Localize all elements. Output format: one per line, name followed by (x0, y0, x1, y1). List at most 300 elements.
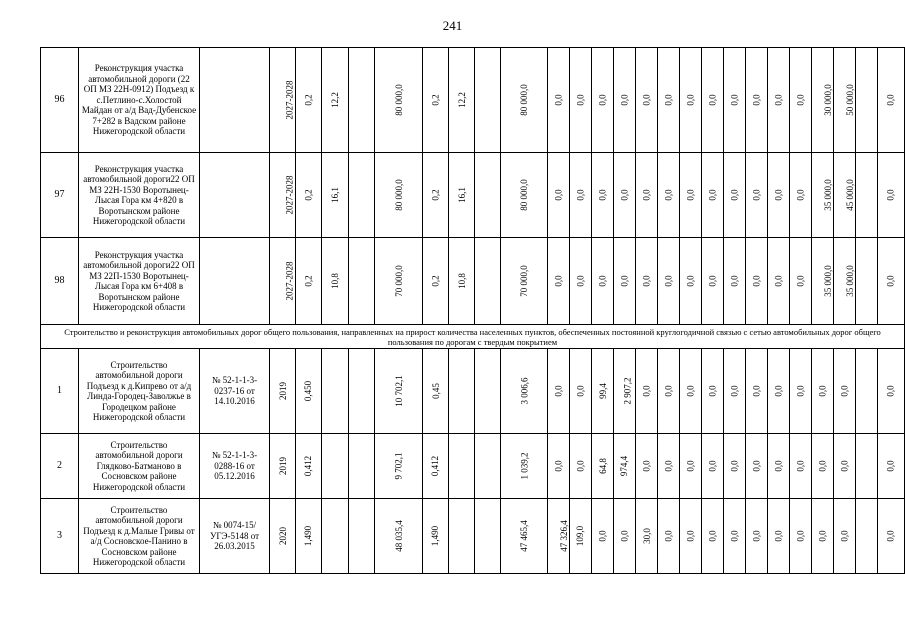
value-text: 0,0 (641, 275, 652, 287)
value-cell (349, 153, 375, 238)
value-cell (878, 434, 905, 499)
value-cell (702, 349, 724, 434)
value-text: 0,0 (685, 530, 696, 542)
table-row (41, 499, 905, 574)
value-text: 0,0 (729, 189, 740, 201)
value-cell (724, 349, 746, 434)
value-text: 0,0 (773, 385, 784, 397)
value-text: 0,0 (707, 189, 718, 201)
value-text: 0,0 (619, 94, 630, 106)
value-text: 0,0 (663, 189, 674, 201)
value-cell (614, 499, 636, 574)
value-text: 47 326,4 (558, 520, 569, 552)
value-cell (570, 499, 592, 574)
value-cell (592, 48, 614, 153)
value-cell (475, 434, 501, 499)
value-cell (746, 434, 768, 499)
value-cell (592, 153, 614, 238)
value-cell (614, 349, 636, 434)
value-text: 0,0 (773, 530, 784, 542)
value-text: 0,0 (729, 460, 740, 472)
value-cell (702, 153, 724, 238)
value-text: 35 000,0 (822, 179, 833, 211)
value-cell (768, 238, 790, 325)
value-cell (790, 48, 812, 153)
value-cell (548, 48, 570, 153)
value-text: 0,0 (663, 94, 674, 106)
value-cell (746, 499, 768, 574)
value-cell (296, 349, 322, 434)
value-text: 70 000,0 (519, 265, 529, 297)
value-cell (680, 238, 702, 325)
value-cell (270, 238, 296, 325)
value-text: 0,0 (707, 275, 718, 287)
value-text: 0,2 (430, 94, 441, 106)
value-cell (270, 434, 296, 499)
value-cell (878, 238, 905, 325)
value-cell (680, 499, 702, 574)
value-text: 47 465,4 (519, 520, 529, 552)
value-cell (702, 48, 724, 153)
value-text: 0,0 (795, 460, 806, 472)
value-cell (375, 48, 423, 153)
value-cell (834, 48, 856, 153)
value-text: 0,0 (729, 94, 740, 106)
value-cell (449, 238, 475, 325)
value-cell (296, 238, 322, 325)
value-cell (475, 48, 501, 153)
object-name: Реконструкция участка автомобильной дороги (22 ОП МЗ 22Н-0912) Подъезд к с.Петлино-с.Холостой Майдан от а/д Вад-Дубенское 7+282 в Вадском районе Нижегородской области (79, 48, 200, 153)
value-text: 0,0 (886, 460, 896, 472)
value-cell (658, 499, 680, 574)
value-text: 0,0 (575, 275, 586, 287)
value-cell (501, 349, 548, 434)
row-number: 3 (41, 499, 79, 574)
value-text: 0,0 (707, 530, 718, 542)
value-text: 0,0 (641, 385, 652, 397)
value-text: 0,0 (773, 275, 784, 287)
value-cell (658, 349, 680, 434)
value-cell (834, 153, 856, 238)
value-cell (449, 153, 475, 238)
value-text: 0,2 (303, 189, 314, 201)
value-cell (501, 238, 548, 325)
value-cell (790, 434, 812, 499)
value-cell (746, 349, 768, 434)
value-text: 12,2 (330, 91, 340, 108)
value-text: 80 000,0 (393, 179, 404, 211)
row-number: 1 (41, 349, 79, 434)
value-cell (790, 153, 812, 238)
value-cell (746, 48, 768, 153)
value-text: 0,0 (685, 385, 696, 397)
value-text: 0,0 (685, 460, 696, 472)
value-text: 0,0 (751, 385, 762, 397)
table-body-bottom (41, 349, 905, 574)
value-cell (375, 349, 423, 434)
value-cell (349, 48, 375, 153)
value-text: 0,2 (430, 189, 441, 201)
value-text: 0,0 (553, 189, 564, 201)
row-number: 96 (41, 48, 79, 153)
value-text: 30 000,0 (822, 84, 833, 116)
value-text: 48 035,4 (393, 520, 404, 552)
value-cell (614, 153, 636, 238)
value-cell (658, 153, 680, 238)
value-cell (570, 349, 592, 434)
value-cell (270, 499, 296, 574)
value-text: 0,0 (663, 275, 674, 287)
value-cell (856, 349, 878, 434)
expertise-document (200, 153, 270, 238)
value-cell (349, 238, 375, 325)
value-text: 0,0 (619, 189, 630, 201)
value-text: 0,0 (597, 94, 608, 106)
value-cell (548, 238, 570, 325)
value-text: 0,0 (817, 530, 828, 542)
value-cell (349, 349, 375, 434)
object-name: Строительство автомобильной дороги Глядково-Батманово в Сосновском районе Нижегородской области (79, 434, 200, 499)
program-table (40, 47, 896, 574)
value-text: 2027-2028 (284, 80, 295, 120)
value-cell (475, 238, 501, 325)
value-text: 974,4 (619, 455, 630, 476)
value-cell (449, 48, 475, 153)
table-row (41, 434, 905, 499)
value-cell (812, 238, 834, 325)
value-text: 2027-2028 (284, 261, 295, 301)
value-text: 0,0 (795, 275, 806, 287)
value-cell (322, 238, 349, 325)
value-cell (614, 434, 636, 499)
value-text: 0,0 (839, 460, 850, 472)
value-cell (878, 48, 905, 153)
value-cell (636, 153, 658, 238)
value-text: 0,0 (575, 385, 586, 397)
value-cell (449, 499, 475, 574)
value-cell (724, 434, 746, 499)
table-body-top (41, 48, 905, 325)
value-text: 0,0 (641, 94, 652, 106)
value-text: 0,0 (575, 94, 586, 106)
value-text: 0,0 (751, 94, 762, 106)
value-cell (592, 349, 614, 434)
value-text: 0,0 (886, 94, 896, 106)
row-number: 2 (41, 434, 79, 499)
value-cell (501, 153, 548, 238)
value-cell (658, 434, 680, 499)
value-text: 2027-2028 (284, 175, 295, 215)
value-cell (322, 48, 349, 153)
value-cell (423, 349, 449, 434)
expertise-document (200, 48, 270, 153)
table-row (41, 48, 905, 153)
value-cell (423, 434, 449, 499)
value-cell (812, 349, 834, 434)
value-cell (636, 434, 658, 499)
value-cell (834, 238, 856, 325)
value-cell (501, 499, 548, 574)
value-text: 1,490 (303, 525, 314, 546)
value-text: 70 000,0 (393, 265, 404, 297)
value-text: 0,0 (817, 460, 828, 472)
section-header (41, 325, 905, 349)
value-cell (548, 349, 570, 434)
expertise-document: № 52-1-1-3-0237-16 от 14.10.2016 (200, 349, 270, 434)
value-text: 35 000,0 (822, 265, 833, 297)
value-cell (570, 48, 592, 153)
value-text: 35 000,0 (844, 265, 855, 297)
value-cell (570, 238, 592, 325)
value-cell (375, 238, 423, 325)
value-text: 0,0 (817, 385, 828, 397)
value-cell (812, 499, 834, 574)
value-text: 80 000,0 (519, 84, 529, 116)
value-text: 0,0 (773, 94, 784, 106)
value-text: 0,0 (685, 94, 696, 106)
value-text: 0,0 (751, 275, 762, 287)
object-name: Реконструкция участка автомобильной дороги22 ОП МЗ 22Н-1530 Воротынец-Лысая Гора км 4+820 в Воротынском районе Нижегородской области (79, 153, 200, 238)
value-text: 0,0 (707, 94, 718, 106)
value-text: 0,0 (553, 460, 564, 472)
value-cell (680, 48, 702, 153)
value-text: 0,0 (773, 460, 784, 472)
value-cell (296, 48, 322, 153)
value-text: 0,0 (663, 530, 674, 542)
value-cell (592, 238, 614, 325)
value-cell (834, 434, 856, 499)
value-text: 10,8 (330, 272, 340, 289)
value-text: 0,0 (619, 275, 630, 287)
value-text: 0,0 (795, 530, 806, 542)
value-text: 0,0 (575, 460, 586, 472)
value-cell (614, 48, 636, 153)
value-cell (570, 434, 592, 499)
value-cell (812, 153, 834, 238)
value-cell (878, 349, 905, 434)
value-text: 16,1 (456, 186, 467, 203)
value-cell (592, 499, 614, 574)
value-cell (724, 48, 746, 153)
value-cell (702, 238, 724, 325)
value-cell (768, 434, 790, 499)
value-text: 0,0 (729, 530, 740, 542)
value-cell (636, 349, 658, 434)
value-cell (322, 499, 349, 574)
value-cell (270, 153, 296, 238)
value-cell (349, 499, 375, 574)
value-cell (790, 238, 812, 325)
value-text: 0,0 (597, 189, 608, 201)
value-text: 0,0 (795, 385, 806, 397)
value-cell (322, 349, 349, 434)
value-text: 0,0 (685, 189, 696, 201)
value-cell (724, 153, 746, 238)
value-text: 0,0 (575, 189, 586, 201)
value-text: 2 907,2 (622, 377, 633, 405)
value-cell (878, 153, 905, 238)
row-number: 98 (41, 238, 79, 325)
value-cell (570, 153, 592, 238)
value-cell (834, 499, 856, 574)
value-cell (812, 434, 834, 499)
value-cell (658, 48, 680, 153)
value-text: 50 000,0 (844, 84, 855, 116)
value-cell (449, 349, 475, 434)
value-text: 0,0 (597, 275, 608, 287)
value-text: 10 702,1 (393, 375, 404, 407)
object-name: Строительство автомобильной дороги Подъезд к д.Кипрево от а/д Линда-Городец-Заволжье в Городецком районе Нижегородской области (79, 349, 200, 434)
value-text: 0,0 (685, 275, 696, 287)
value-cell (270, 48, 296, 153)
value-cell (322, 434, 349, 499)
value-cell (702, 499, 724, 574)
value-cell (614, 238, 636, 325)
value-cell (790, 349, 812, 434)
value-cell (746, 153, 768, 238)
value-text: 0,412 (430, 455, 441, 476)
value-cell (724, 238, 746, 325)
value-text: 16,1 (330, 186, 340, 203)
value-cell (812, 48, 834, 153)
value-cell (475, 499, 501, 574)
value-cell (270, 349, 296, 434)
value-cell (548, 499, 570, 574)
value-text: 0,2 (303, 275, 314, 287)
value-text: 2019 (277, 456, 288, 475)
value-text: 30,0 (641, 527, 652, 544)
value-cell (724, 499, 746, 574)
value-cell (636, 499, 658, 574)
value-text: 2020 (277, 526, 288, 545)
value-text: 12,2 (456, 91, 467, 108)
value-text: 0,45 (430, 382, 441, 399)
table-row (41, 238, 905, 325)
value-text: 0,0 (751, 530, 762, 542)
value-cell (592, 434, 614, 499)
value-cell (790, 499, 812, 574)
value-cell (375, 499, 423, 574)
value-text: 0,0 (795, 189, 806, 201)
value-cell (423, 499, 449, 574)
value-text: 0,0 (751, 189, 762, 201)
value-cell (475, 349, 501, 434)
value-text: 0,0 (553, 275, 564, 287)
value-text: 80 000,0 (393, 84, 404, 116)
value-text: 0,0 (773, 189, 784, 201)
value-text: 64,8 (597, 457, 608, 474)
value-text: 10,8 (456, 272, 467, 289)
value-text: 0,2 (430, 275, 441, 287)
value-cell (856, 238, 878, 325)
value-text: 9 702,1 (393, 452, 404, 480)
expertise-document: № 52-1-1-3-0288-16 от 05.12.2016 (200, 434, 270, 499)
value-text: 0,2 (303, 94, 314, 106)
value-cell (680, 153, 702, 238)
value-text: 0,0 (597, 530, 608, 542)
value-text: 0,0 (729, 275, 740, 287)
value-cell (501, 434, 548, 499)
value-cell (680, 434, 702, 499)
value-text: 0,0 (707, 385, 718, 397)
value-text: 0,0 (707, 460, 718, 472)
value-cell (296, 499, 322, 574)
value-cell (449, 434, 475, 499)
value-cell (501, 48, 548, 153)
value-text: 0,0 (886, 385, 896, 397)
table-row (41, 349, 905, 434)
row-number: 97 (41, 153, 79, 238)
value-cell (768, 349, 790, 434)
value-text: 0,0 (663, 460, 674, 472)
value-text: 109,0 (575, 525, 586, 546)
value-cell (296, 153, 322, 238)
object-name: Реконструкция участка автомобильной дороги22 ОП МЗ 22П-1530 Воротынец-Лысая Гора км 6+408 в Воротынском районе Нижегородской области (79, 238, 200, 325)
value-text: 45 000,0 (844, 179, 855, 211)
value-cell (636, 48, 658, 153)
value-cell (878, 499, 905, 574)
value-text: 0,450 (303, 380, 314, 401)
value-cell (423, 153, 449, 238)
value-cell (834, 349, 856, 434)
value-cell (375, 434, 423, 499)
value-cell (548, 434, 570, 499)
value-text: 0,0 (839, 385, 850, 397)
value-text: 1,490 (430, 525, 441, 546)
page-number: 241 (442, 18, 463, 33)
value-text: 0,0 (553, 94, 564, 106)
value-text: 0,0 (663, 385, 674, 397)
value-cell (658, 238, 680, 325)
value-text: 0,0 (729, 385, 740, 397)
value-cell (856, 48, 878, 153)
value-cell (856, 499, 878, 574)
value-cell (680, 349, 702, 434)
value-cell (768, 153, 790, 238)
value-text: 80 000,0 (519, 179, 529, 211)
value-text: 0,0 (641, 189, 652, 201)
value-text: 0,0 (553, 385, 564, 397)
value-cell (322, 153, 349, 238)
value-cell (423, 48, 449, 153)
value-text: 0,0 (839, 530, 850, 542)
value-cell (746, 238, 768, 325)
value-text: 0,412 (303, 455, 314, 476)
object-name: Строительство автомобильной дороги Подъезд к д.Малые Гривы от а/д Сосновское-Панино в Сосновском районе Нижегородской области (79, 499, 200, 574)
value-text: 0,0 (619, 530, 630, 542)
value-text: 0,0 (641, 460, 652, 472)
value-cell (768, 48, 790, 153)
value-text: 2019 (277, 381, 288, 400)
table-row (41, 153, 905, 238)
value-cell (475, 153, 501, 238)
value-cell (296, 434, 322, 499)
value-cell (375, 153, 423, 238)
value-cell (423, 238, 449, 325)
value-cell (548, 153, 570, 238)
value-text: 0,0 (886, 189, 896, 201)
section-title: Строительство и реконструкция автомобильных дорог общего пользования, направленных на прирост количества населенных пунктов, обеспеченных постоянной круглогодичной связью с сетью автомобильных дорог общего пользования по дорогам с твердым покрытием (41, 325, 905, 349)
expertise-document (200, 238, 270, 325)
value-cell (768, 499, 790, 574)
value-text: 99,4 (597, 382, 608, 399)
value-text: 1 039,2 (519, 452, 529, 480)
value-text: 0,0 (751, 460, 762, 472)
value-text: 3 006,6 (519, 377, 529, 405)
expertise-document: № 0074-15/УГЭ-5148 от 26.03.2015 (200, 499, 270, 574)
value-cell (856, 434, 878, 499)
value-cell (702, 434, 724, 499)
